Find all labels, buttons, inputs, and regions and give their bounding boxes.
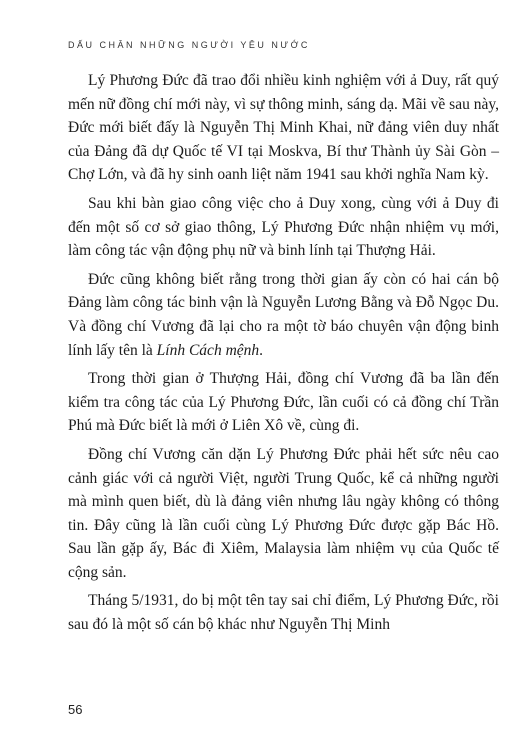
paragraph-2: Sau khi bàn giao công việc cho ả Duy xong, cùng với ả Duy đi đến một số cơ sở giao thông, Lý Phương Đức nhận nhiệm vụ mới, làm công tác vận động phụ nữ và binh lính tại Thượng Hải. (68, 194, 499, 260)
paragraph-4: Trong thời gian ở Thượng Hải, đồng chí Vương đã ba lần đến kiểm tra công tác của Lý Phương Đức, lần cuối có cả đồng chí Trần Phú mà Đức biết là mới ở Liên Xô về, cùng đi. (68, 370, 499, 435)
body-text (68, 69, 499, 637)
paragraph-3-end: . (259, 341, 264, 359)
paragraph-5: Đồng chí Vương căn dặn Lý Phương Đức phải hết sức nêu cao cảnh giác với cả người Việt, người Trung Quốc, kể cả những người mà mình quen biết, dù là đảng viên nhưng lâu ngày không có thông tin. Đây cũng là lần cuối cùng Lý Phương Đức được gặp Bác Hồ. Sau lần gặp ấy, Bác đi Xiêm, Malaysia làm nhiệm vụ của Quốc tế cộng sản. (68, 445, 499, 581)
paragraph-3-text: Đức cũng không biết rằng trong thời gian ấy còn có hai cán bộ Đảng làm công tác binh vận là Nguyễn Lương Bằng và Đỗ Ngọc Du. Và đồng chí Vương đã lại cho ra một tờ báo chuyên vận động binh lính lấy tên là (68, 270, 499, 359)
paragraph-3 (68, 268, 499, 362)
running-header: DẤU CHÂN NHỮNG NGƯỜI YÊU NƯỚC (68, 40, 310, 50)
newspaper-title: Lính Cách mệnh (156, 341, 260, 359)
paragraph-6: Tháng 5/1931, do bị một tên tay sai chỉ điểm, Lý Phương Đức, rồi sau đó là một số cán bộ khác như Nguyễn Thị Minh (68, 592, 499, 634)
paragraph-1: Lý Phương Đức đã trao đổi nhiều kinh nghiệm với ả Duy, rất quý mến nữ đồng chí mới này, vì sự thông minh, sáng dạ. Mãi về sau này, Đức mới biết đấy là Nguyễn Thị Minh Khai, nữ đảng viên duy nhất của Đảng đã dự Quốc tế VI tại Moskva, Bí thư Thành ủy Sài Gòn – Chợ Lớn, và đã hy sinh oanh liệt năm 1941 sau khởi nghĩa Nam kỳ. (68, 72, 499, 184)
page-number: 56 (68, 702, 83, 717)
